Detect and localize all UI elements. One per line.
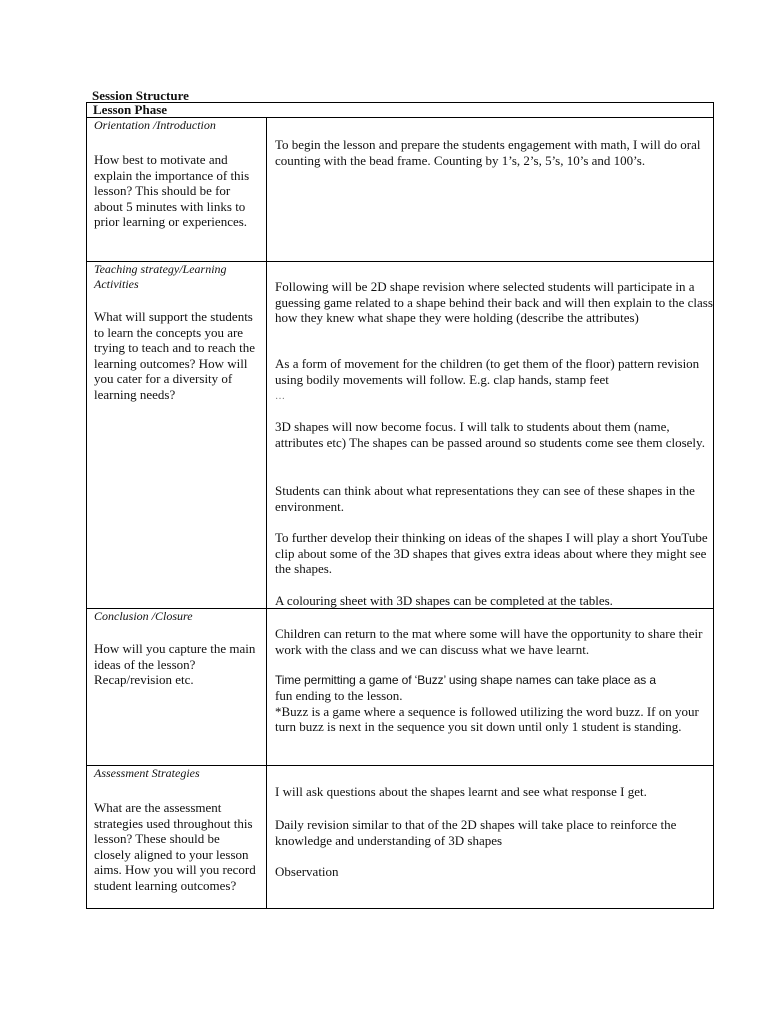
paragraph: To further develop their thinking on ideas of the shapes I will play a short YouTube clip about some of the 3D shapes that gives extra ideas about where they might see the shapes. — [275, 530, 708, 576]
paragraph: Daily revision similar to that of the 2D shapes will take place to reinforce the knowledge and understanding of 3D shapes — [275, 817, 677, 848]
paragraph: Observation — [275, 864, 339, 879]
row-question: How best to motivate and explain the importance of this lesson? This should be for about 5 minutes with links to prior learning or experiences. — [94, 152, 250, 229]
lesson-phase-header: Lesson Phase — [86, 102, 714, 118]
row-question: How will you capture the main ideas of the lesson? Recap/revision etc. — [94, 641, 256, 687]
paragraph: Children can return to the mat where some will have the opportunity to share their work with the class and we can discuss what we have learnt. — [275, 626, 703, 657]
assessment-right-cell — [266, 765, 714, 909]
paragraph: As a form of movement for the children (to get them of the floor) pattern revision using bodily movements will follow. E.g. clap hands, stamp feet — [275, 356, 700, 387]
row-heading: Conclusion /Closure — [94, 609, 193, 623]
orientation-right-cell — [266, 117, 714, 262]
paragraph: A colouring sheet with 3D shapes can be completed at the tables. — [275, 593, 613, 608]
paragraph: I will ask questions about the shapes learnt and see what response I get. — [275, 784, 647, 799]
conclusion-right-cell — [266, 608, 714, 766]
orientation-left-cell — [86, 117, 267, 262]
paragraph: 3D shapes will now become focus. I will talk to students about them (name, attributes etc) The shapes can be passed around so students come see them closely. — [275, 419, 705, 450]
paragraph: Students can think about what representations they can see of these shapes in the environment. — [275, 483, 695, 514]
assessment-left-cell — [86, 765, 267, 909]
session-structure-title: Session Structure — [92, 88, 189, 103]
row-heading: Orientation /Introduction — [94, 118, 216, 132]
teaching-strategy-left-cell — [86, 261, 267, 609]
row-heading: Assessment Strategies — [94, 766, 200, 780]
row-question: What are the assessment strategies used throughout this lesson? These should be closely aligned to your lesson aims. How you will you record student learning outcomes? — [94, 800, 256, 893]
row-question: What will support the students to learn the concepts you are trying to teach and to reach the learning outcomes? How will you cater for a diversity of learning needs? — [94, 309, 255, 402]
conclusion-left-cell — [86, 608, 267, 766]
paragraph: fun ending to the lesson. *Buzz is a game where a sequence is followed utilizing the word buzz. If on your turn buzz is next in the sequence you sit down until only 1 student is standing. — [275, 688, 699, 734]
ellipsis: … — [275, 391, 285, 402]
paragraph: Time permitting a game of ‘Buzz’ using shape names can take place as a — [275, 673, 656, 687]
teaching-strategy-right-cell — [266, 261, 714, 609]
paragraph: To begin the lesson and prepare the students engagement with math, I will do oral counting with the bead frame. Counting by 1’s, 2’s, 5’s, 10’s and 100’s. — [275, 137, 701, 168]
paragraph: Following will be 2D shape revision where selected students will participate in a guessing game related to a shape behind their back and will then explain to the class how they knew what shape they were holding (describe the attributes) — [275, 279, 713, 325]
row-heading: Teaching strategy/Learning Activities — [94, 262, 227, 291]
